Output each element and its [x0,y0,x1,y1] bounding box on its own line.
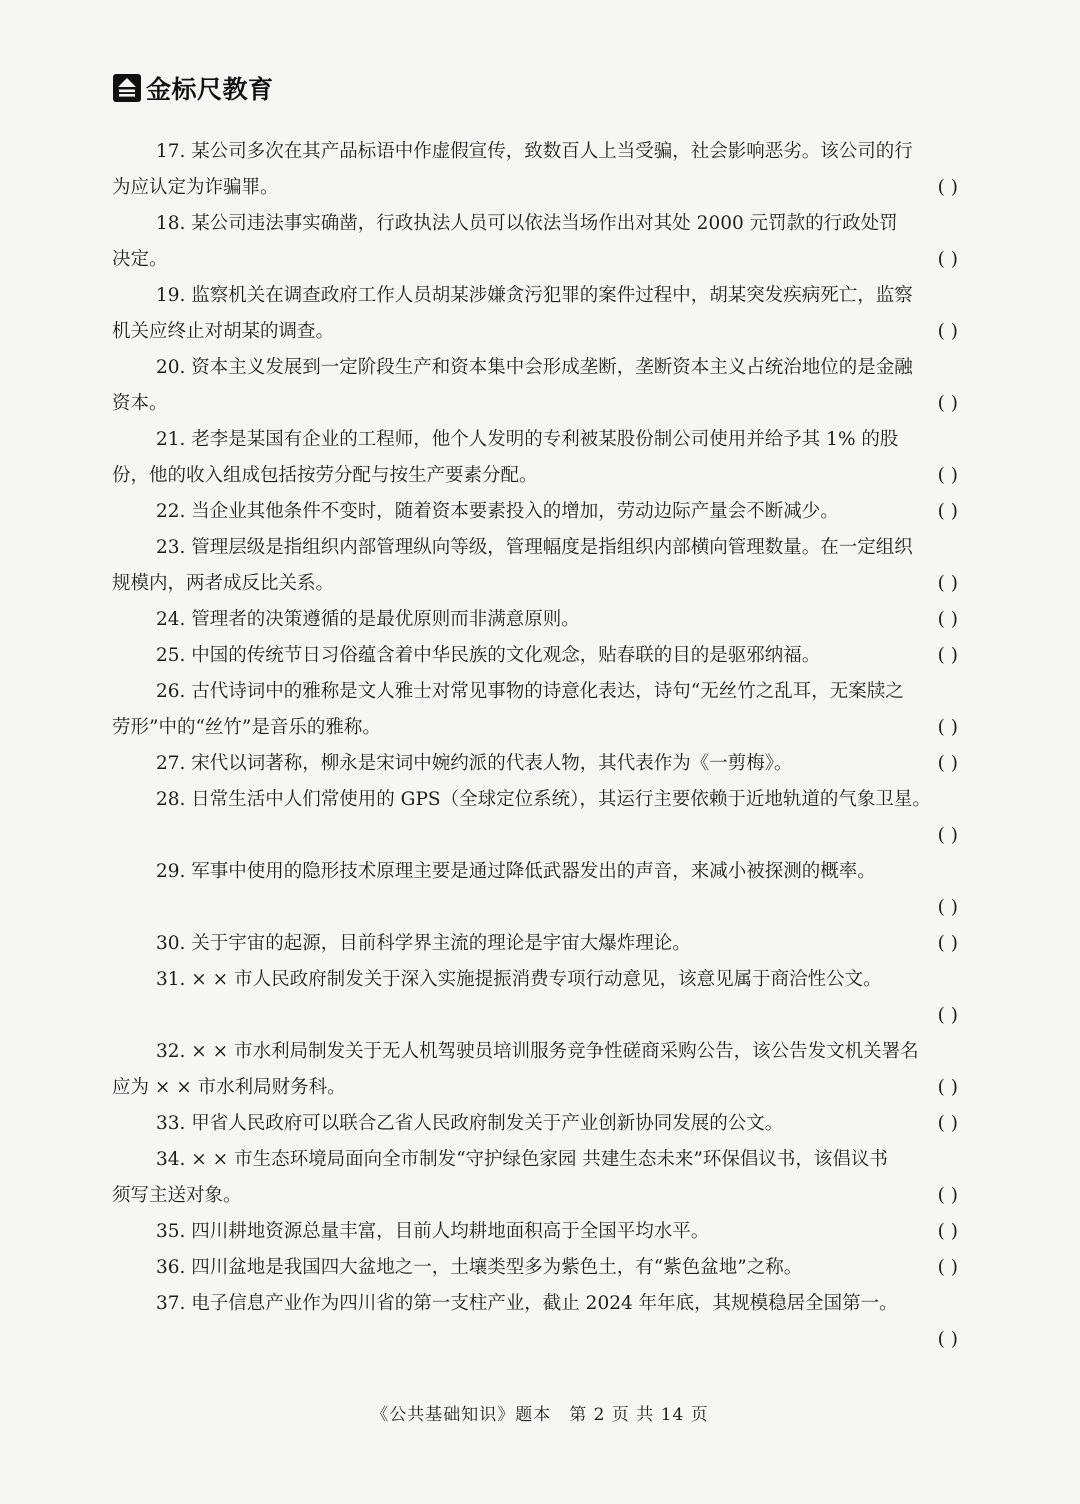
question-text: 35. 四川耕地资源总量丰富，目前人均耕地面积高于全国平均水平。 [156,1221,710,1242]
question-text: 27. 宋代以词著称，柳永是宋词中婉约派的代表人物，其代表作为《一剪梅》。 [156,753,793,774]
question-34 [112,1142,968,1214]
question-text: 资本。 [112,393,168,414]
question-26 [112,674,968,746]
question-text: 24. 管理者的决策遵循的是最优原则而非满意原则。 [156,609,580,630]
answer-bracket[interactable]: ( ) [937,1185,958,1206]
question-text: 26. 古代诗词中的雅称是文人雅士对常见事物的诗意化表达，诗句“无丝竹之乱耳，无案牍之 [156,681,904,702]
question-text: 32. × × 市水利局制发关于无人机驾驶员培训服务竞争性磋商采购公告，该公告发文机关署名 [156,1041,919,1062]
question-text: 29. 军事中使用的隐形技术原理主要是通过降低武器发出的声音，来减小被探测的概率。 [156,861,876,882]
answer-bracket[interactable]: ( ) [937,393,958,414]
answer-bracket[interactable]: ( ) [937,825,958,846]
answer-bracket[interactable]: ( ) [937,465,958,486]
question-text: 规模内，两者成反比关系。 [112,573,335,594]
question-text: 28. 日常生活中人们常使用的 GPS（全球定位系统），其运行主要依赖于近地轨道的气象卫星。 [156,789,931,810]
question-text: 22. 当企业其他条件不变时，随着资本要素投入的增加，劳动边际产量会不断减少。 [156,501,839,522]
question-text: 机关应终止对胡某的调查。 [112,321,335,342]
answer-bracket[interactable]: ( ) [937,753,958,774]
question-36 [112,1250,968,1286]
answer-bracket[interactable]: ( ) [937,573,958,594]
question-35 [112,1214,968,1250]
answer-bracket[interactable]: ( ) [937,933,958,954]
question-28 [112,782,968,854]
question-text: 20. 资本主义发展到一定阶段生产和资本集中会形成垄断，垄断资本主义占统治地位的是金融 [156,357,913,378]
answer-bracket[interactable]: ( ) [937,717,958,738]
question-21 [112,422,968,494]
question-23 [112,530,968,602]
question-27 [112,746,968,782]
answer-bracket[interactable]: ( ) [937,1329,958,1350]
question-18 [112,206,968,278]
question-22 [112,494,968,530]
question-text: 18. 某公司违法事实确凿，行政执法人员可以依法当场作出对其处 2000 元罚款的行政处罚 [156,213,898,234]
question-list [112,134,968,1358]
answer-bracket[interactable]: ( ) [937,1113,958,1134]
question-text: 25. 中国的传统节日习俗蕴含着中华民族的文化观念，贴春联的目的是驱邪纳福。 [156,645,821,666]
brand-logo [112,70,274,106]
question-text: 17. 某公司多次在其产品标语中作虚假宣传，致数百人上当受骗，社会影响恶劣。该公司的行 [156,141,913,162]
question-20 [112,350,968,422]
question-text: 为应认定为诈骗罪。 [112,177,279,198]
answer-bracket[interactable]: ( ) [937,1257,958,1278]
question-24 [112,602,968,638]
question-text: 份，他的收入组成包括按劳分配与按生产要素分配。 [112,465,538,486]
question-text: 19. 监察机关在调查政府工作人员胡某涉嫌贪污犯罪的案件过程中，胡某突发疾病死亡，监察 [156,285,913,306]
question-text: 33. 甲省人民政府可以联合乙省人民政府制发关于产业创新协同发展的公文。 [156,1113,784,1134]
question-17 [112,134,968,206]
question-29 [112,854,968,926]
page-footer: 《公共基础知识》题本 第 2 页 共 14 页 [371,1405,709,1425]
question-25 [112,638,968,674]
question-32 [112,1034,968,1106]
answer-bracket[interactable]: ( ) [937,1005,958,1026]
answer-bracket[interactable]: ( ) [937,177,958,198]
question-text: 36. 四川盆地是我国四大盆地之一，土壤类型多为紫色土，有“紫色盆地”之称。 [156,1257,803,1278]
answer-bracket[interactable]: ( ) [937,609,958,630]
answer-bracket[interactable]: ( ) [937,501,958,522]
question-text: 23. 管理层级是指组织内部管理纵向等级，管理幅度是指组织内部横向管理数量。在一定组织 [156,537,913,558]
question-30 [112,926,968,962]
question-text: 决定。 [112,249,168,270]
answer-bracket[interactable]: ( ) [937,1077,958,1098]
answer-bracket[interactable]: ( ) [937,249,958,270]
answer-bracket[interactable]: ( ) [937,897,958,918]
question-text: 30. 关于宇宙的起源，目前科学界主流的理论是宇宙大爆炸理论。 [156,933,691,954]
question-text: 37. 电子信息产业作为四川省的第一支柱产业，截止 2024 年年底，其规模稳居全国第一。 [156,1293,898,1314]
brand-name: 金标尺教育 [146,75,274,104]
question-37 [112,1286,968,1358]
answer-bracket[interactable]: ( ) [937,321,958,342]
answer-bracket[interactable]: ( ) [937,1221,958,1242]
answer-bracket[interactable]: ( ) [937,645,958,666]
question-31 [112,962,968,1034]
question-text: 31. × × 市人民政府制发关于深入实施提振消费专项行动意见，该意见属于商洽性公文。 [156,969,882,990]
question-33 [112,1106,968,1142]
question-text: 劳形”中的“丝竹”是音乐的雅称。 [112,717,381,738]
question-text: 须写主送对象。 [112,1185,242,1206]
question-19 [112,278,968,350]
question-text: 应为 × × 市水利局财务科。 [112,1077,346,1098]
question-text: 21. 老李是某国有企业的工程师，他个人发明的专利被某股份制公司使用并给予其 1% 的股 [156,429,899,450]
question-text: 34. × × 市生态环境局面向全市制发“守护绿色家园 共建生态未来”环保倡议书，该倡议书 [156,1149,888,1170]
brand-emblem-icon [112,73,142,103]
